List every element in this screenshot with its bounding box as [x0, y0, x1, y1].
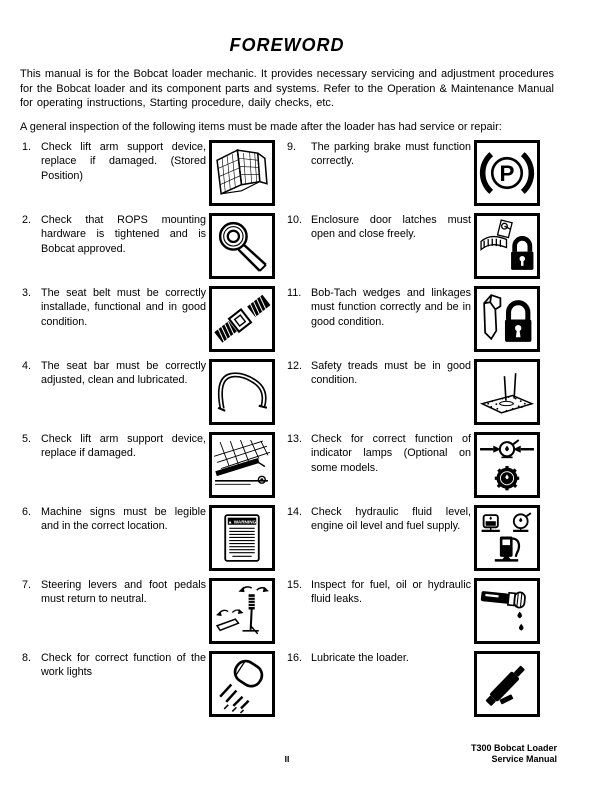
item-text: Check hydraulic fluid level, engine oil level and fuel supply.: [311, 505, 471, 532]
item-number: 9.: [287, 140, 297, 153]
item-number: 10.: [287, 213, 303, 226]
item-text: Check lift arm support device, replace if damaged.: [41, 432, 206, 459]
checklist-item: [22, 213, 275, 279]
seat-belt-icon: [209, 286, 275, 352]
item-text: Check for correct function of indicator lamps (Optional on some models.: [311, 432, 471, 474]
bobtach-wedge-lock-icon: [474, 286, 540, 352]
checklist-item: [22, 359, 275, 425]
door-latch-lock-icon: [474, 213, 540, 279]
item-number: 11.: [287, 286, 302, 299]
checklist-item: [22, 286, 275, 352]
item-number: 14.: [287, 505, 303, 518]
item-number: 6.: [22, 505, 32, 518]
svg-text:P: P: [499, 160, 515, 186]
page-content: [20, 0, 554, 724]
item-number: 2.: [22, 213, 32, 226]
safety-treads-icon: [474, 359, 540, 425]
item-number: 8.: [22, 651, 32, 664]
item-number: 5.: [22, 432, 32, 445]
checklist-item: [287, 213, 540, 279]
checklist-left-column: [22, 140, 275, 724]
indicator-lamps-icon: [474, 432, 540, 498]
lift-arm-support-stored-icon: [209, 140, 275, 206]
checklist-item: [287, 505, 540, 571]
checklist-item: [22, 432, 275, 498]
checklist-right-column: [287, 140, 540, 724]
item-number: 15.: [287, 578, 303, 591]
checklist-item: [287, 359, 540, 425]
checklist-item: [22, 651, 275, 717]
item-text: Lubricate the loader.: [311, 651, 409, 664]
item-text: Machine signs must be legible and in the correct location.: [41, 505, 206, 532]
item-number: 3.: [22, 286, 32, 299]
steering-levers-pedals-icon: [209, 578, 275, 644]
item-text: Bob-Tach wedges and linkages must function correctly and be in good condition.: [311, 286, 471, 328]
work-lights-icon: [209, 651, 275, 717]
item-text: Check for correct function of the work lights: [41, 651, 206, 678]
checklist-item: [22, 140, 275, 206]
item-text: Steering levers and foot pedals must return to neutral.: [41, 578, 206, 605]
footer-doc-line1: T300 Bobcat Loader: [470, 743, 557, 753]
seat-bar-icon: [209, 359, 275, 425]
checklist-item: [287, 651, 540, 717]
checklist-item: [287, 432, 540, 498]
item-number: 13.: [287, 432, 303, 445]
item-text: The seat bar must be correctly adjusted, clean and lubricated.: [41, 359, 206, 386]
fluid-leaks-icon: [474, 578, 540, 644]
intro-paragraph: This manual is for the Bobcat loader mechanic. It provides necessary servicing and adjustment procedures for the Bobcat loader and its component parts and systems. Refer to the Operation & Maintenance Manual for operating instructions, Starting procedure, daily checks, etc.: [20, 68, 554, 109]
item-text: Inspect for fuel, oil or hydraulic fluid leaks.: [311, 578, 471, 605]
parking-brake-icon: [474, 140, 540, 206]
item-number: 1.: [22, 140, 32, 153]
lift-arm-support-icon: [209, 432, 275, 498]
fluid-levels-fuel-icon: [474, 505, 540, 571]
page-number: II: [284, 754, 290, 764]
checklist-item: [287, 578, 540, 644]
grease-gun-icon: [474, 651, 540, 717]
item-text: Check that ROPS mounting hardware is tightened and is Bobcat approved.: [41, 213, 206, 255]
svg-text:▲ WARNING: ▲ WARNING: [227, 518, 257, 524]
item-text: Enclosure door latches must open and close freely.: [311, 213, 471, 240]
checklist-item: [287, 286, 540, 352]
item-number: 4.: [22, 359, 32, 372]
item-text: Check lift arm support device, replace if damaged. (Stored Position): [41, 140, 206, 182]
footer-doc-line2: Service Manual: [491, 754, 557, 764]
checklist-item: [22, 578, 275, 644]
checklist-item: [287, 140, 540, 206]
checklist-item: [22, 505, 275, 571]
page-title: FOREWORD: [229, 35, 345, 55]
inspection-note: A general inspection of the following items must be made after the loader has had service or repair:: [20, 120, 502, 133]
checklist: [22, 140, 554, 724]
item-text: The parking brake must function correctly.: [311, 140, 471, 167]
item-number: 7.: [22, 578, 32, 591]
warning-sign-icon: [209, 505, 275, 571]
item-number: 12.: [287, 359, 303, 372]
item-text: The seat belt must be correctly installade, functional and in good condition.: [41, 286, 206, 328]
item-number: 16.: [287, 651, 303, 664]
item-text: Safety treads must be in good condition.: [311, 359, 471, 386]
rops-wrench-icon: [209, 213, 275, 279]
